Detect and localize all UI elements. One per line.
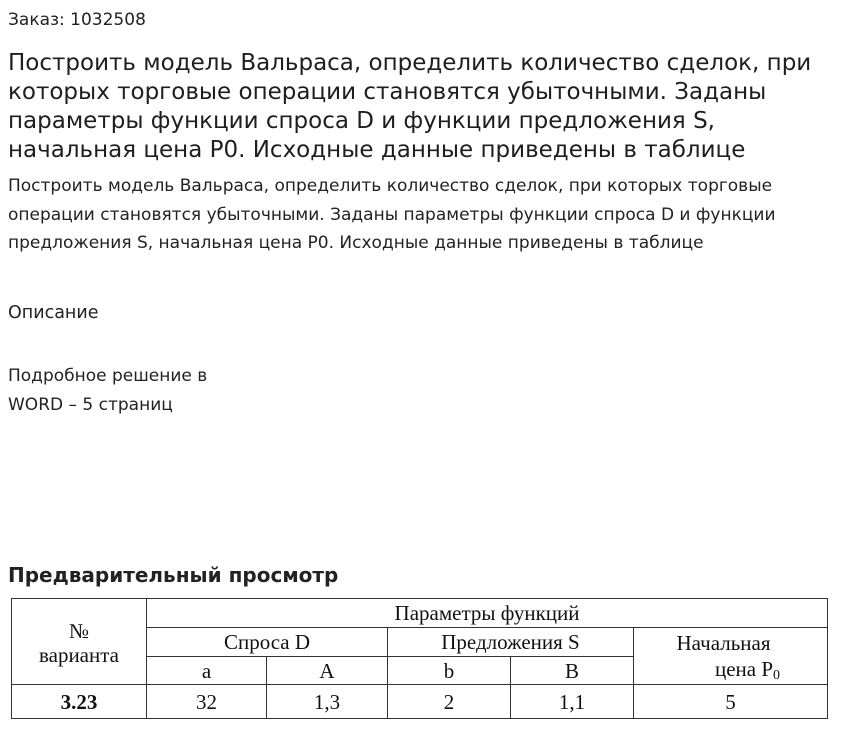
preview-image (11, 598, 827, 719)
value-A: 1,3 (267, 685, 388, 719)
table-row (12, 685, 828, 719)
params-header-cell: Параметры функций (147, 599, 828, 628)
value-a: 32 (147, 685, 267, 719)
initial-price-label-line2: цена $P_0$ (714, 657, 781, 683)
parameters-table (11, 598, 828, 719)
demand-header-cell: Спроса D (147, 628, 388, 657)
col-B-header: B (511, 657, 634, 685)
solution-info-line-2: WORD – 5 страниц (8, 395, 173, 415)
variant-value: 3.23 (12, 685, 147, 719)
variant-label: варианта (38, 642, 119, 667)
supply-header-cell: Предложения S (388, 628, 634, 657)
initial-price-label-line1: Начальная (676, 631, 771, 655)
number-sign: № (68, 618, 90, 643)
col-a-header: a (147, 657, 267, 685)
value-p0: 5 (634, 685, 828, 719)
value-b: 2 (388, 685, 511, 719)
solution-info-line-1: Подробное решение в (8, 366, 208, 386)
order-number: Заказ: 1032508 (8, 10, 146, 30)
description-label: Описание (8, 303, 99, 323)
preview-heading: Предварительный просмотр (8, 563, 339, 587)
col-A-header: A (267, 657, 388, 685)
variant-header-cell (12, 599, 147, 685)
col-b-header: b (388, 657, 511, 685)
value-B: 1,1 (511, 685, 634, 719)
task-description-text: Построить модель Вальраса, определить количество сделок, при которых торговые операции становятся убыточными. Заданы параметры функции спроса D и функции предложения S, начальная цена P0. Исходные данные приведены в таблице (8, 176, 776, 253)
initial-price-header-cell (634, 628, 828, 685)
page-title: Построить модель Вальраса, определить количество сделок, при которых торговые операции становятся убыточными. Заданы параметры функции спроса D и функции предложения S, начальная цена P0. Исходные данные приведены в таблице (8, 50, 812, 163)
